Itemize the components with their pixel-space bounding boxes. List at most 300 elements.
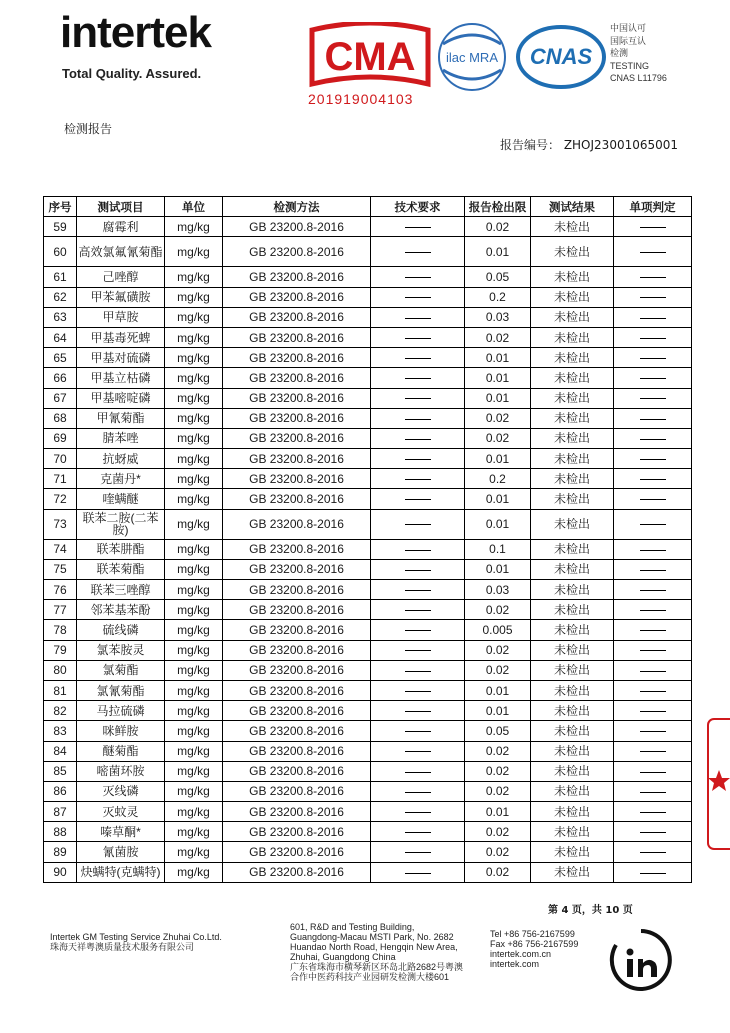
cell-verdict bbox=[614, 842, 692, 862]
cell-no: 63 bbox=[44, 307, 77, 327]
cell-method: GB 23200.8-2016 bbox=[223, 388, 371, 408]
cell-limit: 0.2 bbox=[465, 469, 531, 489]
cell-method: GB 23200.8-2016 bbox=[223, 428, 371, 448]
dash-mark bbox=[640, 873, 666, 874]
cell-item: 甲基毒死蜱 bbox=[77, 327, 165, 347]
cell-no: 74 bbox=[44, 539, 77, 559]
cell-item: 甲苯氟磺胺 bbox=[77, 287, 165, 307]
cnas-line: 检测 bbox=[610, 48, 629, 58]
cell-verdict bbox=[614, 428, 692, 448]
cell-requirement bbox=[371, 680, 465, 700]
cell-requirement bbox=[371, 217, 465, 237]
column-header: 报告检出限 bbox=[465, 197, 531, 217]
cell-verdict bbox=[614, 368, 692, 388]
cell-unit: mg/kg bbox=[165, 781, 223, 801]
cell-method: GB 23200.8-2016 bbox=[223, 660, 371, 680]
cell-unit: mg/kg bbox=[165, 237, 223, 267]
cell-unit: mg/kg bbox=[165, 842, 223, 862]
cell-method: GB 23200.8-2016 bbox=[223, 721, 371, 741]
cell-unit: mg/kg bbox=[165, 600, 223, 620]
cell-unit: mg/kg bbox=[165, 640, 223, 660]
footer-address bbox=[290, 922, 463, 982]
dash-mark bbox=[405, 459, 431, 460]
column-header: 单位 bbox=[165, 197, 223, 217]
cell-no: 72 bbox=[44, 489, 77, 509]
dash-mark bbox=[405, 650, 431, 651]
dash-mark bbox=[405, 812, 431, 813]
table-row bbox=[44, 802, 692, 822]
cell-no: 73 bbox=[44, 509, 77, 539]
cell-verdict bbox=[614, 408, 692, 428]
cell-result: 未检出 bbox=[531, 287, 614, 307]
cell-limit: 0.01 bbox=[465, 680, 531, 700]
cell-requirement bbox=[371, 721, 465, 741]
cell-result: 未检出 bbox=[531, 539, 614, 559]
cell-no: 64 bbox=[44, 327, 77, 347]
cell-limit: 0.2 bbox=[465, 287, 531, 307]
table-row bbox=[44, 388, 692, 408]
cell-unit: mg/kg bbox=[165, 721, 223, 741]
dash-mark bbox=[405, 419, 431, 420]
cell-verdict bbox=[614, 469, 692, 489]
cell-item: 马拉硫磷 bbox=[77, 701, 165, 721]
address-line: 合作中医药科技产业园研发检测大楼601 bbox=[290, 972, 450, 982]
dash-mark bbox=[405, 832, 431, 833]
cell-method: GB 23200.8-2016 bbox=[223, 287, 371, 307]
cell-limit: 0.02 bbox=[465, 781, 531, 801]
cell-result: 未检出 bbox=[531, 802, 614, 822]
cell-method: GB 23200.8-2016 bbox=[223, 741, 371, 761]
dash-mark bbox=[640, 772, 666, 773]
cell-item: 高效氯氟氰菊酯 bbox=[77, 237, 165, 267]
cell-unit: mg/kg bbox=[165, 802, 223, 822]
footer-contact bbox=[490, 929, 578, 969]
cell-unit: mg/kg bbox=[165, 428, 223, 448]
dash-mark bbox=[640, 650, 666, 651]
address-line: Huandao North Road, Hengqin New Area, bbox=[290, 942, 458, 952]
cell-limit: 0.03 bbox=[465, 580, 531, 600]
cell-method: GB 23200.8-2016 bbox=[223, 217, 371, 237]
cell-no: 83 bbox=[44, 721, 77, 741]
cell-unit: mg/kg bbox=[165, 741, 223, 761]
cell-no: 82 bbox=[44, 701, 77, 721]
dash-mark bbox=[405, 590, 431, 591]
column-header: 检测方法 bbox=[223, 197, 371, 217]
dash-mark bbox=[640, 459, 666, 460]
cell-limit: 0.02 bbox=[465, 327, 531, 347]
table-row bbox=[44, 449, 692, 469]
cnas-line: CNAS L11796 bbox=[610, 73, 667, 83]
ilac-text: ilac MRA bbox=[445, 50, 499, 65]
cell-method: GB 23200.8-2016 bbox=[223, 267, 371, 287]
cell-requirement bbox=[371, 539, 465, 559]
dash-mark bbox=[405, 252, 431, 253]
cell-result: 未检出 bbox=[531, 741, 614, 761]
cell-limit: 0.01 bbox=[465, 388, 531, 408]
cell-verdict bbox=[614, 741, 692, 761]
cell-unit: mg/kg bbox=[165, 307, 223, 327]
cell-limit: 0.02 bbox=[465, 761, 531, 781]
contact-fax: Fax +86 756-2167599 bbox=[490, 939, 579, 949]
cell-result: 未检出 bbox=[531, 267, 614, 287]
cell-unit: mg/kg bbox=[165, 620, 223, 640]
dash-mark bbox=[405, 398, 431, 399]
cell-limit: 0.02 bbox=[465, 862, 531, 882]
cell-result: 未检出 bbox=[531, 388, 614, 408]
cell-limit: 0.02 bbox=[465, 660, 531, 680]
dash-mark bbox=[640, 479, 666, 480]
dash-mark bbox=[640, 832, 666, 833]
dash-mark bbox=[405, 524, 431, 525]
cell-item: 己唑醇 bbox=[77, 267, 165, 287]
cell-result: 未检出 bbox=[531, 217, 614, 237]
cell-verdict bbox=[614, 388, 692, 408]
cnas-line: TESTING bbox=[610, 60, 650, 71]
cell-requirement bbox=[371, 327, 465, 347]
table-row bbox=[44, 327, 692, 347]
address-line: Guangdong-Macau MSTI Park, No. 2682 bbox=[290, 932, 454, 942]
cell-result: 未检出 bbox=[531, 701, 614, 721]
cell-verdict bbox=[614, 267, 692, 287]
address-line: 601, R&D and Testing Building, bbox=[290, 922, 415, 932]
cell-method: GB 23200.8-2016 bbox=[223, 408, 371, 428]
dash-mark bbox=[640, 227, 666, 228]
cell-method: GB 23200.8-2016 bbox=[223, 559, 371, 579]
cma-logo bbox=[306, 22, 434, 92]
cell-verdict bbox=[614, 509, 692, 539]
cell-item: 灭蚊灵 bbox=[77, 802, 165, 822]
cell-item: 联苯三唑醇 bbox=[77, 580, 165, 600]
cell-item: 氯氰菊酯 bbox=[77, 680, 165, 700]
svg-text:CMA: CMA bbox=[324, 35, 416, 79]
dash-mark bbox=[405, 499, 431, 500]
cell-method: GB 23200.8-2016 bbox=[223, 600, 371, 620]
cell-unit: mg/kg bbox=[165, 267, 223, 287]
cell-requirement bbox=[371, 600, 465, 620]
cell-item: 嗪草酮* bbox=[77, 822, 165, 842]
cell-requirement bbox=[371, 237, 465, 267]
cell-limit: 0.005 bbox=[465, 620, 531, 640]
cell-result: 未检出 bbox=[531, 761, 614, 781]
cell-unit: mg/kg bbox=[165, 680, 223, 700]
page-info: 第 4 页，共 10 页 bbox=[548, 905, 633, 916]
cell-limit: 0.02 bbox=[465, 408, 531, 428]
cell-item: 嘧菌环胺 bbox=[77, 761, 165, 781]
cell-no: 84 bbox=[44, 741, 77, 761]
cell-no: 62 bbox=[44, 287, 77, 307]
cell-verdict bbox=[614, 237, 692, 267]
dash-mark bbox=[405, 550, 431, 551]
cell-verdict bbox=[614, 600, 692, 620]
table-row bbox=[44, 640, 692, 660]
dash-mark bbox=[640, 731, 666, 732]
cell-item: 甲草胺 bbox=[77, 307, 165, 327]
intertek-tagline: Total Quality. Assured. bbox=[62, 66, 202, 81]
cell-method: GB 23200.8-2016 bbox=[223, 509, 371, 539]
dash-mark bbox=[640, 338, 666, 339]
dash-mark bbox=[640, 524, 666, 525]
cell-limit: 0.01 bbox=[465, 237, 531, 267]
cell-item: 甲基嘧啶磷 bbox=[77, 388, 165, 408]
cell-unit: mg/kg bbox=[165, 761, 223, 781]
contact-tel: Tel +86 756-2167599 bbox=[490, 929, 575, 939]
dash-mark bbox=[640, 297, 666, 298]
dash-mark bbox=[405, 873, 431, 874]
cell-item: 联苯二胺(二苯胺) bbox=[77, 509, 165, 539]
table-row bbox=[44, 237, 692, 267]
dash-mark bbox=[640, 358, 666, 359]
cell-item: 喹螨醚 bbox=[77, 489, 165, 509]
cell-limit: 0.02 bbox=[465, 822, 531, 842]
cell-result: 未检出 bbox=[531, 620, 614, 640]
cell-item: 甲基立枯磷 bbox=[77, 368, 165, 388]
cell-method: GB 23200.8-2016 bbox=[223, 802, 371, 822]
dash-mark bbox=[640, 590, 666, 591]
cell-verdict bbox=[614, 489, 692, 509]
cell-result: 未检出 bbox=[531, 307, 614, 327]
cell-verdict bbox=[614, 862, 692, 882]
table-row bbox=[44, 701, 692, 721]
cell-requirement bbox=[371, 489, 465, 509]
contact-web-cn: intertek.com.cn bbox=[490, 949, 552, 959]
cnas-text: CNAS bbox=[529, 44, 593, 69]
column-header: 测试结果 bbox=[531, 197, 614, 217]
cell-verdict bbox=[614, 287, 692, 307]
dash-mark bbox=[405, 358, 431, 359]
dash-mark bbox=[640, 711, 666, 712]
cell-no: 61 bbox=[44, 267, 77, 287]
cell-unit: mg/kg bbox=[165, 388, 223, 408]
column-header: 单项判定 bbox=[614, 197, 692, 217]
dash-mark bbox=[405, 570, 431, 571]
column-header: 序号 bbox=[44, 197, 77, 217]
cell-method: GB 23200.8-2016 bbox=[223, 580, 371, 600]
cell-limit: 0.01 bbox=[465, 368, 531, 388]
cell-method: GB 23200.8-2016 bbox=[223, 640, 371, 660]
cell-item: 氰菌胺 bbox=[77, 842, 165, 862]
cell-limit: 0.01 bbox=[465, 802, 531, 822]
cell-method: GB 23200.8-2016 bbox=[223, 862, 371, 882]
cell-limit: 0.02 bbox=[465, 600, 531, 620]
cell-verdict bbox=[614, 761, 692, 781]
footer-company-cn: 珠海天祥粤澳质量技术服务有限公司 bbox=[50, 942, 195, 952]
table-row bbox=[44, 267, 692, 287]
cell-requirement bbox=[371, 509, 465, 539]
cell-item: 甲氰菊酯 bbox=[77, 408, 165, 428]
cell-item: 邻苯基苯酚 bbox=[77, 600, 165, 620]
cell-result: 未检出 bbox=[531, 580, 614, 600]
cell-result: 未检出 bbox=[531, 822, 614, 842]
dash-mark bbox=[405, 671, 431, 672]
cell-result: 未检出 bbox=[531, 408, 614, 428]
dash-mark bbox=[640, 318, 666, 319]
cell-requirement bbox=[371, 822, 465, 842]
cell-unit: mg/kg bbox=[165, 660, 223, 680]
cell-no: 59 bbox=[44, 217, 77, 237]
cell-requirement bbox=[371, 761, 465, 781]
dash-mark bbox=[405, 711, 431, 712]
dash-mark bbox=[640, 439, 666, 440]
dash-mark bbox=[640, 691, 666, 692]
dash-mark bbox=[405, 378, 431, 379]
cell-no: 75 bbox=[44, 559, 77, 579]
cell-result: 未检出 bbox=[531, 368, 614, 388]
table-row bbox=[44, 721, 692, 741]
table-row bbox=[44, 348, 692, 368]
dash-mark bbox=[405, 610, 431, 611]
cell-result: 未检出 bbox=[531, 327, 614, 347]
table-row bbox=[44, 600, 692, 620]
cell-limit: 0.01 bbox=[465, 701, 531, 721]
cell-method: GB 23200.8-2016 bbox=[223, 781, 371, 801]
dash-mark bbox=[640, 630, 666, 631]
cell-requirement bbox=[371, 428, 465, 448]
cell-item: 氯苯胺灵 bbox=[77, 640, 165, 660]
cell-verdict bbox=[614, 660, 692, 680]
cell-unit: mg/kg bbox=[165, 217, 223, 237]
cell-no: 86 bbox=[44, 781, 77, 801]
cell-unit: mg/kg bbox=[165, 287, 223, 307]
cell-method: GB 23200.8-2016 bbox=[223, 368, 371, 388]
cell-item: 联苯菊酯 bbox=[77, 559, 165, 579]
cell-verdict bbox=[614, 348, 692, 368]
dash-mark bbox=[405, 439, 431, 440]
address-line: 广东省珠海市横琴新区环岛北路2682号粤澳 bbox=[290, 962, 464, 972]
cell-result: 未检出 bbox=[531, 600, 614, 620]
cell-item: 抗蚜威 bbox=[77, 449, 165, 469]
cell-verdict bbox=[614, 307, 692, 327]
table-row bbox=[44, 559, 692, 579]
table-row bbox=[44, 580, 692, 600]
contact-web: intertek.com bbox=[490, 959, 540, 969]
cell-requirement bbox=[371, 348, 465, 368]
cell-limit: 0.02 bbox=[465, 217, 531, 237]
cell-item: 灭线磷 bbox=[77, 781, 165, 801]
dash-mark bbox=[640, 852, 666, 853]
cell-no: 65 bbox=[44, 348, 77, 368]
cell-no: 68 bbox=[44, 408, 77, 428]
cell-verdict bbox=[614, 701, 692, 721]
table-row bbox=[44, 680, 692, 700]
cell-result: 未检出 bbox=[531, 509, 614, 539]
cell-verdict bbox=[614, 781, 692, 801]
cell-method: GB 23200.8-2016 bbox=[223, 449, 371, 469]
table-row bbox=[44, 489, 692, 509]
cell-item: 腈苯唑 bbox=[77, 428, 165, 448]
dash-mark bbox=[640, 378, 666, 379]
cell-unit: mg/kg bbox=[165, 489, 223, 509]
cell-method: GB 23200.8-2016 bbox=[223, 348, 371, 368]
cell-no: 70 bbox=[44, 449, 77, 469]
cell-result: 未检出 bbox=[531, 449, 614, 469]
dash-mark bbox=[405, 227, 431, 228]
seal-stamp bbox=[707, 718, 730, 850]
cell-unit: mg/kg bbox=[165, 539, 223, 559]
cell-requirement bbox=[371, 802, 465, 822]
cell-limit: 0.01 bbox=[465, 489, 531, 509]
footer-company-en: Intertek GM Testing Service Zhuhai Co.Ltd. bbox=[50, 932, 222, 942]
cell-result: 未检出 bbox=[531, 842, 614, 862]
cell-verdict bbox=[614, 680, 692, 700]
cell-verdict bbox=[614, 559, 692, 579]
cell-no: 78 bbox=[44, 620, 77, 640]
address-line: Zhuhai, Guangdong China bbox=[290, 952, 396, 962]
ilac-mra-logo bbox=[433, 22, 511, 92]
table-row bbox=[44, 781, 692, 801]
dash-mark bbox=[640, 751, 666, 752]
cell-requirement bbox=[371, 449, 465, 469]
cnas-logo bbox=[515, 22, 607, 92]
cell-limit: 0.01 bbox=[465, 348, 531, 368]
cell-verdict bbox=[614, 327, 692, 347]
cell-no: 67 bbox=[44, 388, 77, 408]
dash-mark bbox=[405, 297, 431, 298]
dash-mark bbox=[640, 570, 666, 571]
cell-no: 88 bbox=[44, 822, 77, 842]
cma-code: 201919004103 bbox=[308, 91, 414, 107]
cell-no: 89 bbox=[44, 842, 77, 862]
dash-mark bbox=[640, 398, 666, 399]
table-row bbox=[44, 509, 692, 539]
dash-mark bbox=[640, 550, 666, 551]
cell-result: 未检出 bbox=[531, 660, 614, 680]
cell-verdict bbox=[614, 449, 692, 469]
cell-unit: mg/kg bbox=[165, 348, 223, 368]
intertek-in-logo bbox=[606, 925, 676, 995]
table-row bbox=[44, 428, 692, 448]
cell-limit: 0.1 bbox=[465, 539, 531, 559]
cnas-accreditation-text bbox=[610, 22, 667, 85]
cell-requirement bbox=[371, 660, 465, 680]
table-row bbox=[44, 368, 692, 388]
cell-method: GB 23200.8-2016 bbox=[223, 539, 371, 559]
cell-requirement bbox=[371, 408, 465, 428]
cell-unit: mg/kg bbox=[165, 469, 223, 489]
cell-item: 硫线磷 bbox=[77, 620, 165, 640]
cell-result: 未检出 bbox=[531, 348, 614, 368]
cell-requirement bbox=[371, 469, 465, 489]
cell-method: GB 23200.8-2016 bbox=[223, 327, 371, 347]
cell-requirement bbox=[371, 862, 465, 882]
results-table bbox=[43, 196, 692, 883]
cell-unit: mg/kg bbox=[165, 701, 223, 721]
cell-unit: mg/kg bbox=[165, 408, 223, 428]
cell-limit: 0.02 bbox=[465, 640, 531, 660]
cell-unit: mg/kg bbox=[165, 449, 223, 469]
dash-mark bbox=[640, 419, 666, 420]
cell-item: 醚菊酯 bbox=[77, 741, 165, 761]
cell-method: GB 23200.8-2016 bbox=[223, 469, 371, 489]
cell-method: GB 23200.8-2016 bbox=[223, 680, 371, 700]
table-header-row bbox=[44, 197, 692, 217]
cell-limit: 0.01 bbox=[465, 449, 531, 469]
table-row bbox=[44, 842, 692, 862]
cell-no: 81 bbox=[44, 680, 77, 700]
table-row bbox=[44, 620, 692, 640]
cell-unit: mg/kg bbox=[165, 580, 223, 600]
table-row bbox=[44, 822, 692, 842]
cell-item: 氯菊酯 bbox=[77, 660, 165, 680]
cell-result: 未检出 bbox=[531, 721, 614, 741]
cell-limit: 0.03 bbox=[465, 307, 531, 327]
dash-mark bbox=[640, 792, 666, 793]
cell-method: GB 23200.8-2016 bbox=[223, 307, 371, 327]
cell-no: 69 bbox=[44, 428, 77, 448]
cell-verdict bbox=[614, 580, 692, 600]
table-row bbox=[44, 469, 692, 489]
cell-no: 76 bbox=[44, 580, 77, 600]
dash-mark bbox=[405, 338, 431, 339]
